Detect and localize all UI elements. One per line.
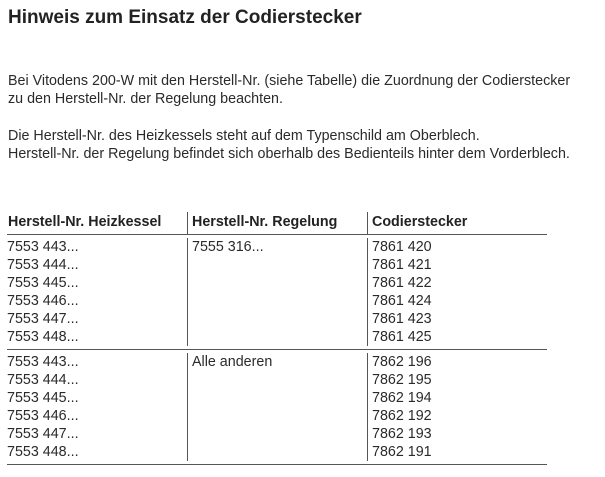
header-regelung: Herstell-Nr. Regelung	[187, 212, 367, 234]
codierstecker-value: 7862 193	[372, 426, 432, 442]
paragraph-assignment-note	[8, 72, 570, 108]
codierstecker-value: 7862 192	[372, 408, 432, 424]
regelung-value: Alle anderen	[192, 354, 273, 370]
heizkessel-value: 7553 448...	[7, 329, 79, 345]
codierstecker-value: 7861 422	[372, 275, 432, 291]
codierstecker-value: 7862 194	[372, 390, 432, 406]
codierstecker-value: 7861 425	[372, 329, 432, 345]
table-row-group	[7, 235, 547, 350]
table-header-row	[7, 212, 547, 235]
regelung-value: 7555 316...	[192, 239, 264, 255]
codierstecker-value: 7862 195	[372, 372, 432, 388]
heizkessel-value: 7553 443...	[7, 239, 79, 255]
header-codierstecker: Codierstecker	[367, 212, 547, 234]
heizkessel-value: 7553 447...	[7, 311, 79, 327]
header-heizkessel: Herstell-Nr. Heizkessel	[8, 214, 162, 230]
paragraph-line: Die Herstell-Nr. des Heizkessels steht auf dem Typenschild am Oberblech.	[8, 128, 480, 144]
heizkessel-value: 7553 446...	[7, 293, 79, 309]
codierstecker-value: 7862 191	[372, 444, 432, 460]
heizkessel-value: 7553 446...	[7, 408, 79, 424]
heizkessel-value: 7553 445...	[7, 390, 79, 406]
heizkessel-value: 7553 443...	[7, 354, 79, 370]
heizkessel-cell	[7, 238, 187, 346]
heizkessel-value: 7553 444...	[7, 257, 79, 273]
heizkessel-value: 7553 448...	[7, 444, 79, 460]
paragraph-line: Herstell-Nr. der Regelung befindet sich oberhalb des Bedienteils hinter dem Vorderblech.	[8, 146, 570, 162]
paragraph-location-note	[8, 127, 570, 163]
codierstecker-value: 7861 421	[372, 257, 432, 273]
paragraph-line: Bei Vitodens 200-W mit den Herstell-Nr. (siehe Tabelle) die Zuordnung der Codierstecker	[8, 73, 571, 89]
heizkessel-cell	[7, 353, 187, 461]
heizkessel-value: 7553 447...	[7, 426, 79, 442]
codierstecker-cell	[367, 353, 547, 461]
codierstecker-value: 7861 420	[372, 239, 432, 255]
regelung-cell	[187, 238, 367, 346]
heizkessel-value: 7553 445...	[7, 275, 79, 291]
paragraph-line: zu den Herstell-Nr. der Regelung beachten.	[8, 91, 283, 107]
regelung-cell	[187, 353, 367, 461]
table-row-group	[7, 350, 547, 465]
codierstecker-table	[7, 212, 547, 465]
codierstecker-cell	[367, 238, 547, 346]
codierstecker-value: 7861 424	[372, 293, 432, 309]
codierstecker-value: 7861 423	[372, 311, 432, 327]
heizkessel-value: 7553 444...	[7, 372, 79, 388]
codierstecker-value: 7862 196	[372, 354, 432, 370]
page-title: Hinweis zum Einsatz der Codierstecker	[8, 7, 362, 28]
